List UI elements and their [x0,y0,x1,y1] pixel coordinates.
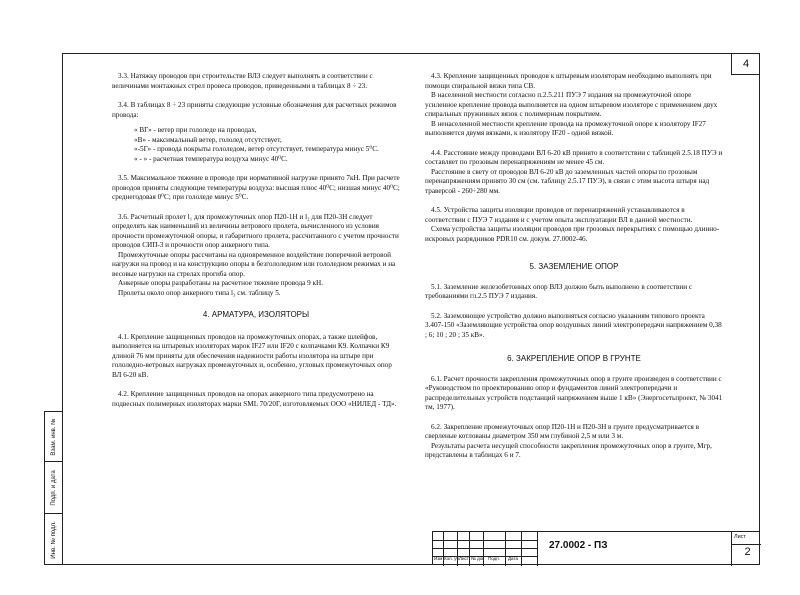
legend-item: «В» - максимальный ветер, гололед отсутствует, [134,135,282,144]
para-4-5: 4.5. Устройства защиты изоляции проводов от перенапряжений устанавливаются в соответствии с ПУЭ 7 издания и с учетом опыта эксплуатации ВЛ в данной местности. [425,206,693,224]
right-column [425,72,723,461]
sheet-number: 2 [744,546,751,558]
margin-stamp [44,411,62,565]
stamp-col-label: Дата [508,556,518,561]
para-results: Результаты расчета несущей способности закрепления промежуточных опор в грунте, Мгр, представлены в таблицах 6 и 7. [425,441,712,460]
legend-item: «-5Г» - провода покрыты гололедом, ветер отсутствует, температура минус 5⁰С. [134,145,379,153]
title-block [432,531,760,565]
para-3-5: 3.5. Максимальное тяжение в проводе при нормативной нагрузке принято 7кН. При расчете проводов приняты следующие температуры воздуха: высшая плюс 40⁰С; низшая минус 40⁰С; среднегодовая 0⁰С; при гололеде минус 5⁰С. [112,174,400,201]
document-code: 27.0002 - ПЗ [549,540,608,551]
para-clearance: Расстояние в свету от проводов ВЛ 6-20 кВ до заземленных частей опоры по грозовым перенапряжениям принято 30 см (см. таблицу 2.5.17 ПУЭ), в связи с этим высота штыря над траверсой - 260÷280 мм. [425,167,710,195]
para-3-3: 3.3. Натяжку проводов при строительстве ВЛЗ следует выполнять в соответствии с величинами монтажных стрел провеса проводов, приведенными в таблицах 8 ÷ 23. [112,72,373,90]
section-heading-4: 4. АРМАТУРА, ИЗОЛЯТОРЫ [202,310,310,319]
para-5-2: 5.2. Заземляющее устройство должно выполняться согласно указаниям типового проекта 3.407-150 «Заземляющие устройства опор воздушных линий электропередачи напряжением 0,38 ; 6; 10 ; 20 ; 35 кВ». [425,311,722,339]
stamp-col-label: Кол. уч [444,556,459,561]
stamp-col-label: Изм [434,556,443,561]
margin-label: Взам. инв. № [51,417,57,456]
sheet-label: Лист [734,534,746,540]
para-anchor: Анкерные опоры разработаны на расчетное тяжение провода 9 кН. [118,279,324,287]
stamp-col-label: № док [471,556,485,561]
para-6-1: 6.1. Расчет прочности закрепления промежуточных опор в грунте произведен в соответствии с «Руководством по проектированию опор и фундаментов линий электропередачи и распределительных устройств подстанций напряжением выше 1 кВ» (Энергосетьпроект, № 3041 тм, 1977). [425,374,723,412]
para-spans: Пролеты около опор анкерного типа l₃ см. таблицу 5. [118,288,281,297]
para-unpopulated: В ненаселенной местности крепление провода на промежуточной опоре к изолятору IF27 выполняется двумя вязками, к изолятору IF20 - одной вязкой. [425,119,706,137]
margin-cell [45,462,63,514]
para-supports: Промежуточные опоры рассчитаны на одновременное воздействие поперечной ветровой нагрузки на провод и на конструкцию опоры в безгололедном или гололедном режимах и на весовые нагрузки на стрелах прогиба опор. [112,250,396,278]
left-column [112,72,400,409]
section-heading-5: 5. ЗАЗЕМЛЕНИЕ ОПОР [529,262,619,271]
stamp-col-label: Лист [459,556,469,561]
legend-item: « - » - расчетная температура воздуха минус 40⁰С. [134,154,288,163]
legend-list [112,126,400,164]
stamp-col-label: Подп. [488,556,500,561]
section-heading-6: 6. ЗАКРЕПЛЕНИЕ ОПОР В ГРУНТЕ [507,354,641,364]
margin-cell [45,412,63,462]
para-5-1: 5.1. Заземление железобетонных опор ВЛЗ должно быть выполнено в соответствии с требованиями гл.2.5 ПУЭ 7 издания. [425,282,693,301]
para-4-4: 4.4. Расстояние между проводами ВЛ 6-20 кВ принято в соответствии с таблицей 2.5.18 ПУЭ и составляет по грозовым перенапряжениям не менее 45 см. [425,148,723,166]
margin-label: Инв. № подл. [51,521,57,559]
para-scheme: Схема устройства защиты изоляции проводов при грозовых перекрытиях с помощью длинно-искровых разрядников PDR10 см. докум. 27.0002-46. [425,225,720,243]
para-4-1: 4.1. Крепление защищенных проводов на промежуточных опорах, а также шлейфов, выполняется на штыревых изоляторах марок IF27 или IF20 с колпачками К9. Колпачки К9 длиной 76 мм приняты для обеспечения надежности работы изолятора на штыре при гололедно-ветровых нагрузках промежуточных и, особенно, угловых промежуточных опор ВЛ 6-20 кВ. [112,332,392,379]
para-4-2: 4.2. Крепление защищенных проводов на опорах анкерного типа предусмотрено на подвесных полимерных изоляторах марки SML 70/20Г, изготовляемых ООО «НИЛЕД - ТД». [112,390,397,408]
margin-cell [45,514,63,566]
para-6-2: 6.2. Закрепление промежуточных опор П20-1Н и П20-3Н в грунте предусматривается в сверленые котлованы диаметром 350 мм глубиной 2,5 м или 3 м. [425,422,699,441]
top-sheet-number: 4 [731,53,760,75]
para-4-3: 4.3. Крепление защищенных проводов к штыревым изоляторам необходимо выполнять при помощи спиральной вязки типа СВ. [425,72,712,90]
margin-label: Подп. и дата [51,469,57,506]
para-3-4: 3.4. В таблицах 8 ÷ 23 приняты следующие условные обозначения для расчетных режимов провода: [112,101,397,119]
para-3-6: 3.6. Расчетный пролет l₁ для промежуточных опор П20-1Н и l₂ для П20-3Н следует определять как наименьший из величины ветрового пролета, вычисленного из условия прочности промежуточной опоры, и габаритного пролета, рассчитанного с учетом прочности проводов СИП-3 и прочности опор анкерного типа. [112,212,399,249]
legend-item: « ВГ» - ветер при гололеде на проводах, [134,126,257,134]
para-populated: В населенной местности согласно п.2.5.211 ПУЭ 7 издания на промежуточной опоре усиленное крепление провода выполняется на одном штыревом изоляторе с применением двух спиральных пружинных вязок с полимерным покрытием. [425,91,718,118]
